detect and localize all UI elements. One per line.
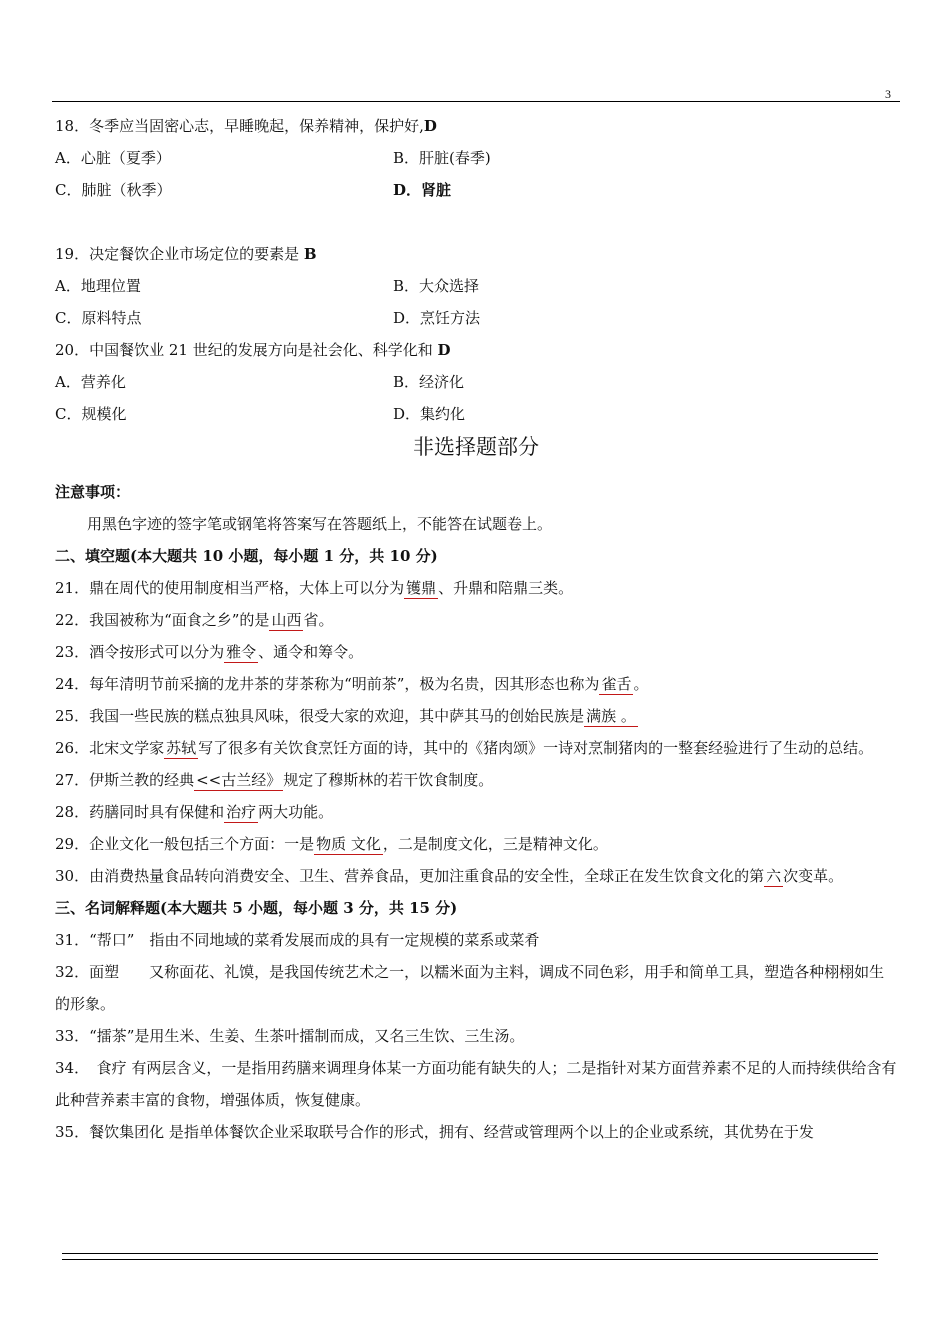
option-20-c: C．规模化 [55,405,127,423]
option-18-b: B．肝脏(春季) [393,149,491,167]
notice-heading: 注意事项： [55,483,131,501]
spacer [55,206,897,238]
header-rule [52,101,900,102]
option-18-c: C．肺脏（秋季） [55,181,172,199]
fill-question-24: 24．每年清明节前采摘的龙井茶的芽茶称为“明前茶”，极为名贵，因其形态也称为 雀舌 。 [55,675,649,693]
question-18-options-row-1 [55,142,897,174]
fill-answer-27: <<古兰经》 [196,771,282,789]
term-question-34: 34． 食疗 有两层含义，一是指用药膳来调理身体某一方面功能有缺失的人；二是指针对某方面营养素不足的人而持续供给含有此种营养素丰富的食物，增强体质，恢复健康。 [55,1059,897,1109]
section-title: 非选择题部分 [413,435,539,459]
fill-answer-23: 雅令 [226,643,257,661]
term-question-32: 32．面塑 又称面花、礼馍，是我国传统艺术之一，以糯米面为主料，调成不同色彩，用手和简单工具，塑造各种栩栩如生的形象。 [55,963,885,1013]
part-3-heading: 三、名词解释题(本大题共 5 小题，每小题 3 分，共 15 分) [55,899,458,917]
fill-answer-29: 物质 文化 [316,835,381,853]
fill-answer-24: 雀舌 [601,675,632,693]
exam-content [55,110,897,1148]
fill-question-25: 25．我国一些民族的糕点独具风味，很受大家的欢迎，其中萨其马的创始民族是 满族 。 [55,707,636,725]
option-19-a: A．地理位置 [55,277,141,295]
question-18-stem: 18．冬季应当固密心志，早睡晚起，保养精神，保护好,D [55,117,437,135]
option-20-d: D．集约化 [393,405,466,423]
option-19-d: D．烹饪方法 [393,309,481,327]
fill-answer-28: 治疗 [226,803,257,821]
question-20-options-row-1 [55,366,897,398]
answer-20: D [437,341,451,359]
fill-question-27: 27．伊斯兰教的经典 <<古兰经》 规定了穆斯林的若干饮食制度。 [55,771,494,789]
question-20-options-row-2 [55,398,897,430]
fill-answer-30: 六 [766,867,782,885]
fill-answer-22: 山西 [271,611,302,629]
question-19-options-row-1 [55,270,897,302]
fill-question-28: 28．药膳同时具有保健和 治疗 两大功能。 [55,803,334,821]
option-19-b: B．大众选择 [393,277,480,295]
part-2-heading: 二、填空题(本大题共 10 小题，每小题 1 分，共 10 分) [55,547,438,565]
fill-question-21: 21．鼎在周代的使用制度相当严格，大体上可以分为 镬鼎 、升鼎和陪鼎三类。 [55,579,574,597]
fill-question-26: 26．北宋文学家 苏轼 写了很多有关饮食烹饪方面的诗，其中的《猪肉颂》一诗对烹制猪肉的一整套经验进行了生动的总结。 [55,739,874,757]
term-question-35: 35．餐饮集团化 是指单体餐饮企业采取联号合作的形式，拥有、经营或管理两个以上的企业或系统，其优势在于发 [55,1123,814,1141]
page-number: 3 [885,87,891,101]
option-18-a: A．心脏（夏季） [55,149,171,167]
term-question-33: 33．“擂茶”是用生米、生姜、生茶叶擂制而成，又名三生饮、三生汤。 [55,1027,525,1045]
footer-rule [62,1253,878,1260]
option-20-a: A．营养化 [55,373,126,391]
answer-19: B [303,245,317,263]
fill-answer-21: 镬鼎 [406,579,437,597]
fill-question-29: 29．企业文化一般包括三个方面：一是 物质 文化 ，二是制度文化，三是精神文化。 [55,835,608,853]
fill-answer-26: 苏轼 [166,739,197,757]
question-20-stem: 20．中国餐饮业 21 世纪的发展方向是社会化、科学化和 D [55,341,451,359]
answer-18: D [423,117,437,135]
fill-question-22: 22．我国被称为“面食之乡”的是 山西 省。 [55,611,334,629]
notice-text: 用黑色字迹的签字笔或钢笔将答案写在答题纸上，不能答在试题卷上。 [87,515,553,533]
question-18-options-row-2 [55,174,897,206]
term-question-31: 31．“帮口” 指由不同地域的菜肴发展而成的具有一定规模的菜系或菜肴 [55,931,540,949]
option-18-d: D．肾脏 [393,181,452,199]
question-19-stem: 19．决定餐饮企业市场定位的要素是 B [55,245,317,263]
question-19-options-row-2 [55,302,897,334]
option-20-b: B．经济化 [393,373,465,391]
fill-answer-25: 满族 。 [586,707,636,725]
fill-question-30: 30．由消费热量食品转向消费安全、卫生、营养食品，更加注重食品的安全性，全球正在发生饮食文化的第 六 次变革。 [55,867,844,885]
fill-question-23: 23．酒令按形式可以分为 雅令 、通令和筹令。 [55,643,364,661]
option-19-c: C．原料特点 [55,309,142,327]
